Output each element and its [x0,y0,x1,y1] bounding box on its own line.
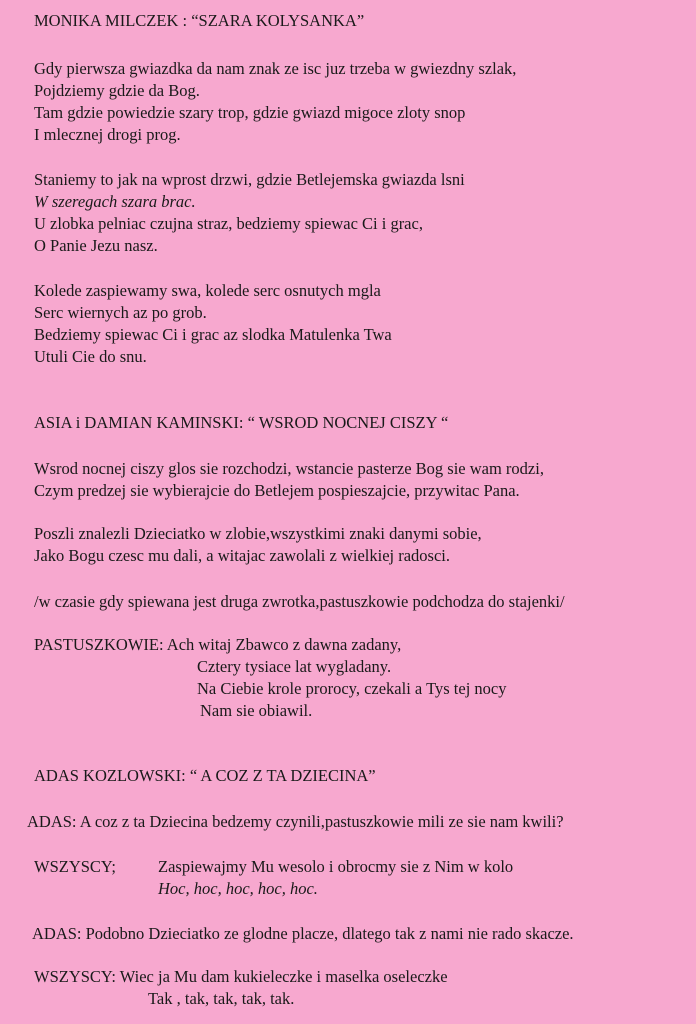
lyric-line: Bedziemy spiewac Ci i grac az slodka Matulenka Twa [34,325,392,344]
lyric-line: ADAS: A coz z ta Dziecina bedzemy czynili,pastuszkowie mili ze sie nam kwili? [27,812,564,831]
lyric-line: WSZYSCY: Wiec ja Mu dam kukieleczke i maselka oseleczke [34,967,448,986]
lyric-line: Serc wiernych az po grob. [34,303,207,322]
lyric-line: Na Ciebie krole prorocy, czekali a Tys tej nocy [197,679,507,698]
lyric-line: W szeregach szara brac. [34,192,196,211]
lyric-line: Utuli Cie do snu. [34,347,147,366]
lyric-line: Zaspiewajmy Mu wesolo i obrocmy sie z Nim w kolo [158,857,514,876]
lyric-line: Hoc, hoc, hoc, hoc, hoc. [158,879,318,898]
lyric-line: O Panie Jezu nasz. [34,236,158,255]
lyric-line: Poszli znalezli Dzieciatko w zlobie,wszystkimi znaki danymi sobie, [34,524,482,543]
lyric-line: Czym predzej sie wybierajcie do Betlejem pospieszajcie, przywitac Pana. [34,481,520,500]
lyric-line: Staniemy to jak na wprost drzwi, gdzie Betlejemska gwiazda lsni [34,170,465,189]
speaker-label: WSZYSCY; [34,857,116,876]
song-title-wsrod-nocnej-ciszy: ASIA i DAMIAN KAMINSKI: “ WSROD NOCNEJ CISZY “ [34,413,449,432]
stage-direction: /w czasie gdy spiewana jest druga zwrotka,pastuszkowie podchodza do stajenki/ [34,592,565,611]
lyric-line: Cztery tysiace lat wygladany. [197,657,392,676]
song-title-a-coz-z-ta-dziecina: ADAS KOZLOWSKI: “ A COZ Z TA DZIECINA” [34,766,376,785]
lyric-line: Nam sie obiawil. [200,701,313,720]
lyric-line: Wsrod nocnej ciszy glos sie rozchodzi, wstancie pasterze Bog sie wam rodzi, [34,459,544,478]
lyric-line: U zlobka pelniac czujna straz, bedziemy spiewac Ci i grac, [34,214,423,233]
lyric-line: Kolede zaspiewamy swa, kolede serc osnutych mgla [34,281,381,300]
lyric-line: Tak , tak, tak, tak, tak. [148,989,295,1008]
lyric-line: ADAS: Podobno Dzieciatko ze glodne placze, dlatego tak z nami nie rado skacze. [32,924,574,943]
lyric-line: Pojdziemy gdzie da Bog. [34,81,200,100]
lyric-line: Jako Bogu czesc mu dali, a witajac zawolali z wielkiej radosci. [34,546,451,565]
lyric-line: Tam gdzie powiedzie szary trop, gdzie gwiazd migoce zloty snop [34,103,466,122]
lyric-line: PASTUSZKOWIE: Ach witaj Zbawco z dawna zadany, [34,635,402,654]
song-title-szara-kolysanka: MONIKA MILCZEK : “SZARA KOLYSANKA” [34,11,365,30]
lyric-line: I mlecznej drogi prog. [34,125,181,144]
lyric-line: Gdy pierwsza gwiazdka da nam znak ze isc juz trzeba w gwiezdny szlak, [34,59,517,78]
